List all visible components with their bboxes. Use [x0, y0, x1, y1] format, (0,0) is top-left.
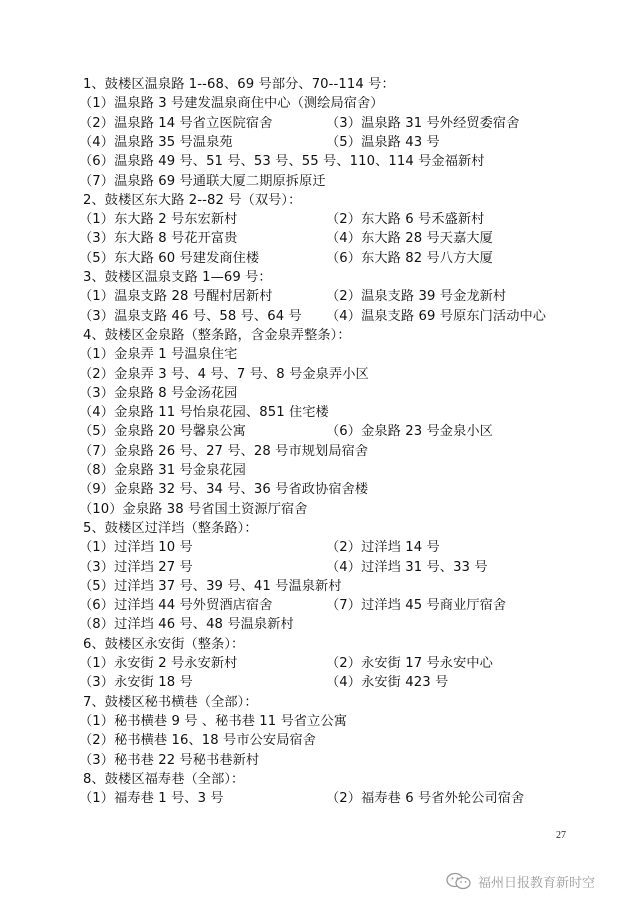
- list-item-left: （1）东大路 2 号东宏新村: [79, 212, 238, 228]
- list-item-left: （3）东大路 8 号花开富贵: [79, 231, 238, 247]
- list-item: [79, 287, 507, 306]
- list-item-left: （6）过洋垱 44 号外贸酒店宿舍: [79, 598, 273, 614]
- list-item: （7）温泉路 69 号通联大厦二期原拆原迁: [79, 173, 326, 189]
- list-item-right: （4）东大路 28 号天嘉大厦: [326, 231, 493, 247]
- list-item-left: （1）永安街 2 号永安新村: [79, 656, 238, 671]
- list-item: （9）金泉路 32 号、34 号、36 号省政协宿舍楼: [79, 482, 369, 498]
- list-item: [79, 210, 485, 229]
- section-heading: 6、鼓楼区永安街（整条）：: [83, 636, 245, 652]
- list-item-left: （5）金泉路 20 号馨泉公寓: [79, 424, 246, 440]
- list-item: （1）金泉弄 1 号温泉住宅: [79, 347, 238, 363]
- list-item: [79, 673, 449, 692]
- list-item-left: （3）过洋垱 27 号: [79, 559, 193, 575]
- list-item: （1）温泉路 3 号建发温泉商住中心（测绘局宿舍）: [79, 96, 384, 112]
- list-item-right: （5）温泉路 43 号: [326, 134, 440, 150]
- list-item: （2）金泉弄 3 号、4 号、7 号、8 号金泉弄小区: [79, 366, 369, 382]
- list-item-right: （2）福寿巷 6 号省外轮公司宿舍: [326, 791, 525, 807]
- list-item: [79, 654, 493, 673]
- list-item: [79, 133, 440, 152]
- list-item: [79, 422, 493, 441]
- list-item-right: （4）温泉支路 69 号原东门活动中心: [326, 308, 547, 324]
- list-item-right: （4）过洋垱 31 号、33 号: [326, 559, 488, 575]
- section-heading: 8、鼓楼区福寿巷（全部）：: [83, 771, 245, 787]
- list-item: （5）过洋垱 37 号、39 号、41 号温泉新村: [79, 578, 342, 594]
- list-item-right: （2）永安街 17 号永安中心: [326, 656, 493, 671]
- watermark-text: 福州日报教育新时空: [478, 875, 596, 891]
- list-item: （4）金泉路 11 号怡泉花园、851 住宅楼: [79, 405, 329, 421]
- list-item-right: （7）过洋垱 45 号商业厅宿舍: [326, 598, 507, 614]
- list-item-right: （2）过洋垱 14 号: [326, 540, 440, 556]
- list-item-right: （2）东大路 6 号禾盛新村: [326, 212, 485, 228]
- list-item: （10）金泉路 38 号省国土资源厅宿舍: [79, 501, 308, 517]
- list-item: （3）秘书巷 22 号秘书巷新村: [79, 752, 260, 768]
- section-heading: 2、鼓楼区东大路 2--82 号（双号）：: [83, 192, 302, 208]
- list-item: [79, 114, 520, 133]
- page-number: 27: [556, 830, 566, 841]
- section-heading: 4、鼓楼区金泉路（整条路，含金泉弄整条）：: [83, 327, 351, 343]
- list-item: [79, 558, 488, 577]
- list-item: （1）秘书横巷 9 号 、秘书巷 11 号省立公寓: [79, 713, 348, 729]
- list-item: [79, 307, 547, 326]
- list-item-left: （3）温泉支路 46 号、58 号、64 号: [79, 308, 302, 324]
- list-item-left: （1）福寿巷 1 号、3 号: [79, 791, 224, 807]
- list-item-left: （3）永安街 18 号: [79, 675, 193, 691]
- section-heading: 3、鼓楼区温泉支路 1—69 号：: [83, 270, 272, 285]
- list-item: （3）金泉路 8 号金汤花园: [79, 385, 238, 401]
- section-heading: 7、鼓楼区秘书横巷（全部）：: [83, 694, 258, 710]
- list-item-left: （1）过洋垱 10 号: [79, 540, 193, 556]
- list-item: [79, 229, 493, 248]
- list-item: [79, 789, 525, 808]
- list-item: [79, 596, 507, 615]
- list-item: [79, 249, 493, 268]
- list-item-right: （3）温泉路 31 号外经贸委宿舍: [326, 115, 520, 131]
- list-item: [79, 538, 440, 557]
- list-item: （6）温泉路 49 号、51 号、53 号、55 号、110、114 号金福新村: [79, 154, 485, 170]
- list-item-right: （4）永安街 423 号: [326, 675, 449, 691]
- list-item-right: （6）金泉路 23 号金泉小区: [326, 424, 493, 440]
- list-item-left: （1）温泉支路 28 号醒村居新村: [79, 289, 273, 305]
- list-item: （2）秘书横巷 16、18 号市公安局宿舍: [79, 733, 317, 749]
- wechat-icon: [446, 872, 472, 890]
- watermark: [446, 872, 595, 890]
- list-item: （8）过洋垱 46 号、48 号温泉新村: [79, 617, 294, 633]
- list-item-left: （2）温泉路 14 号省立医院宿舍: [79, 115, 273, 131]
- list-item-right: （6）东大路 82 号八方大厦: [326, 250, 493, 266]
- section-heading: 5、鼓楼区过洋垱（整条路）：: [83, 520, 258, 536]
- list-item-left: （5）东大路 60 号建发商住楼: [79, 250, 260, 266]
- list-item-right: （2）温泉支路 39 号金龙新村: [326, 289, 507, 305]
- section-heading: 1、鼓楼区温泉路 1--68、69 号部分、70--114 号：: [83, 77, 395, 92]
- list-item: （8）金泉路 31 号金泉花园: [79, 463, 246, 478]
- list-item: （7）金泉路 26 号、27 号、28 号市规划局宿舍: [79, 443, 369, 459]
- list-item-left: （4）温泉路 35 号温泉苑: [79, 134, 233, 150]
